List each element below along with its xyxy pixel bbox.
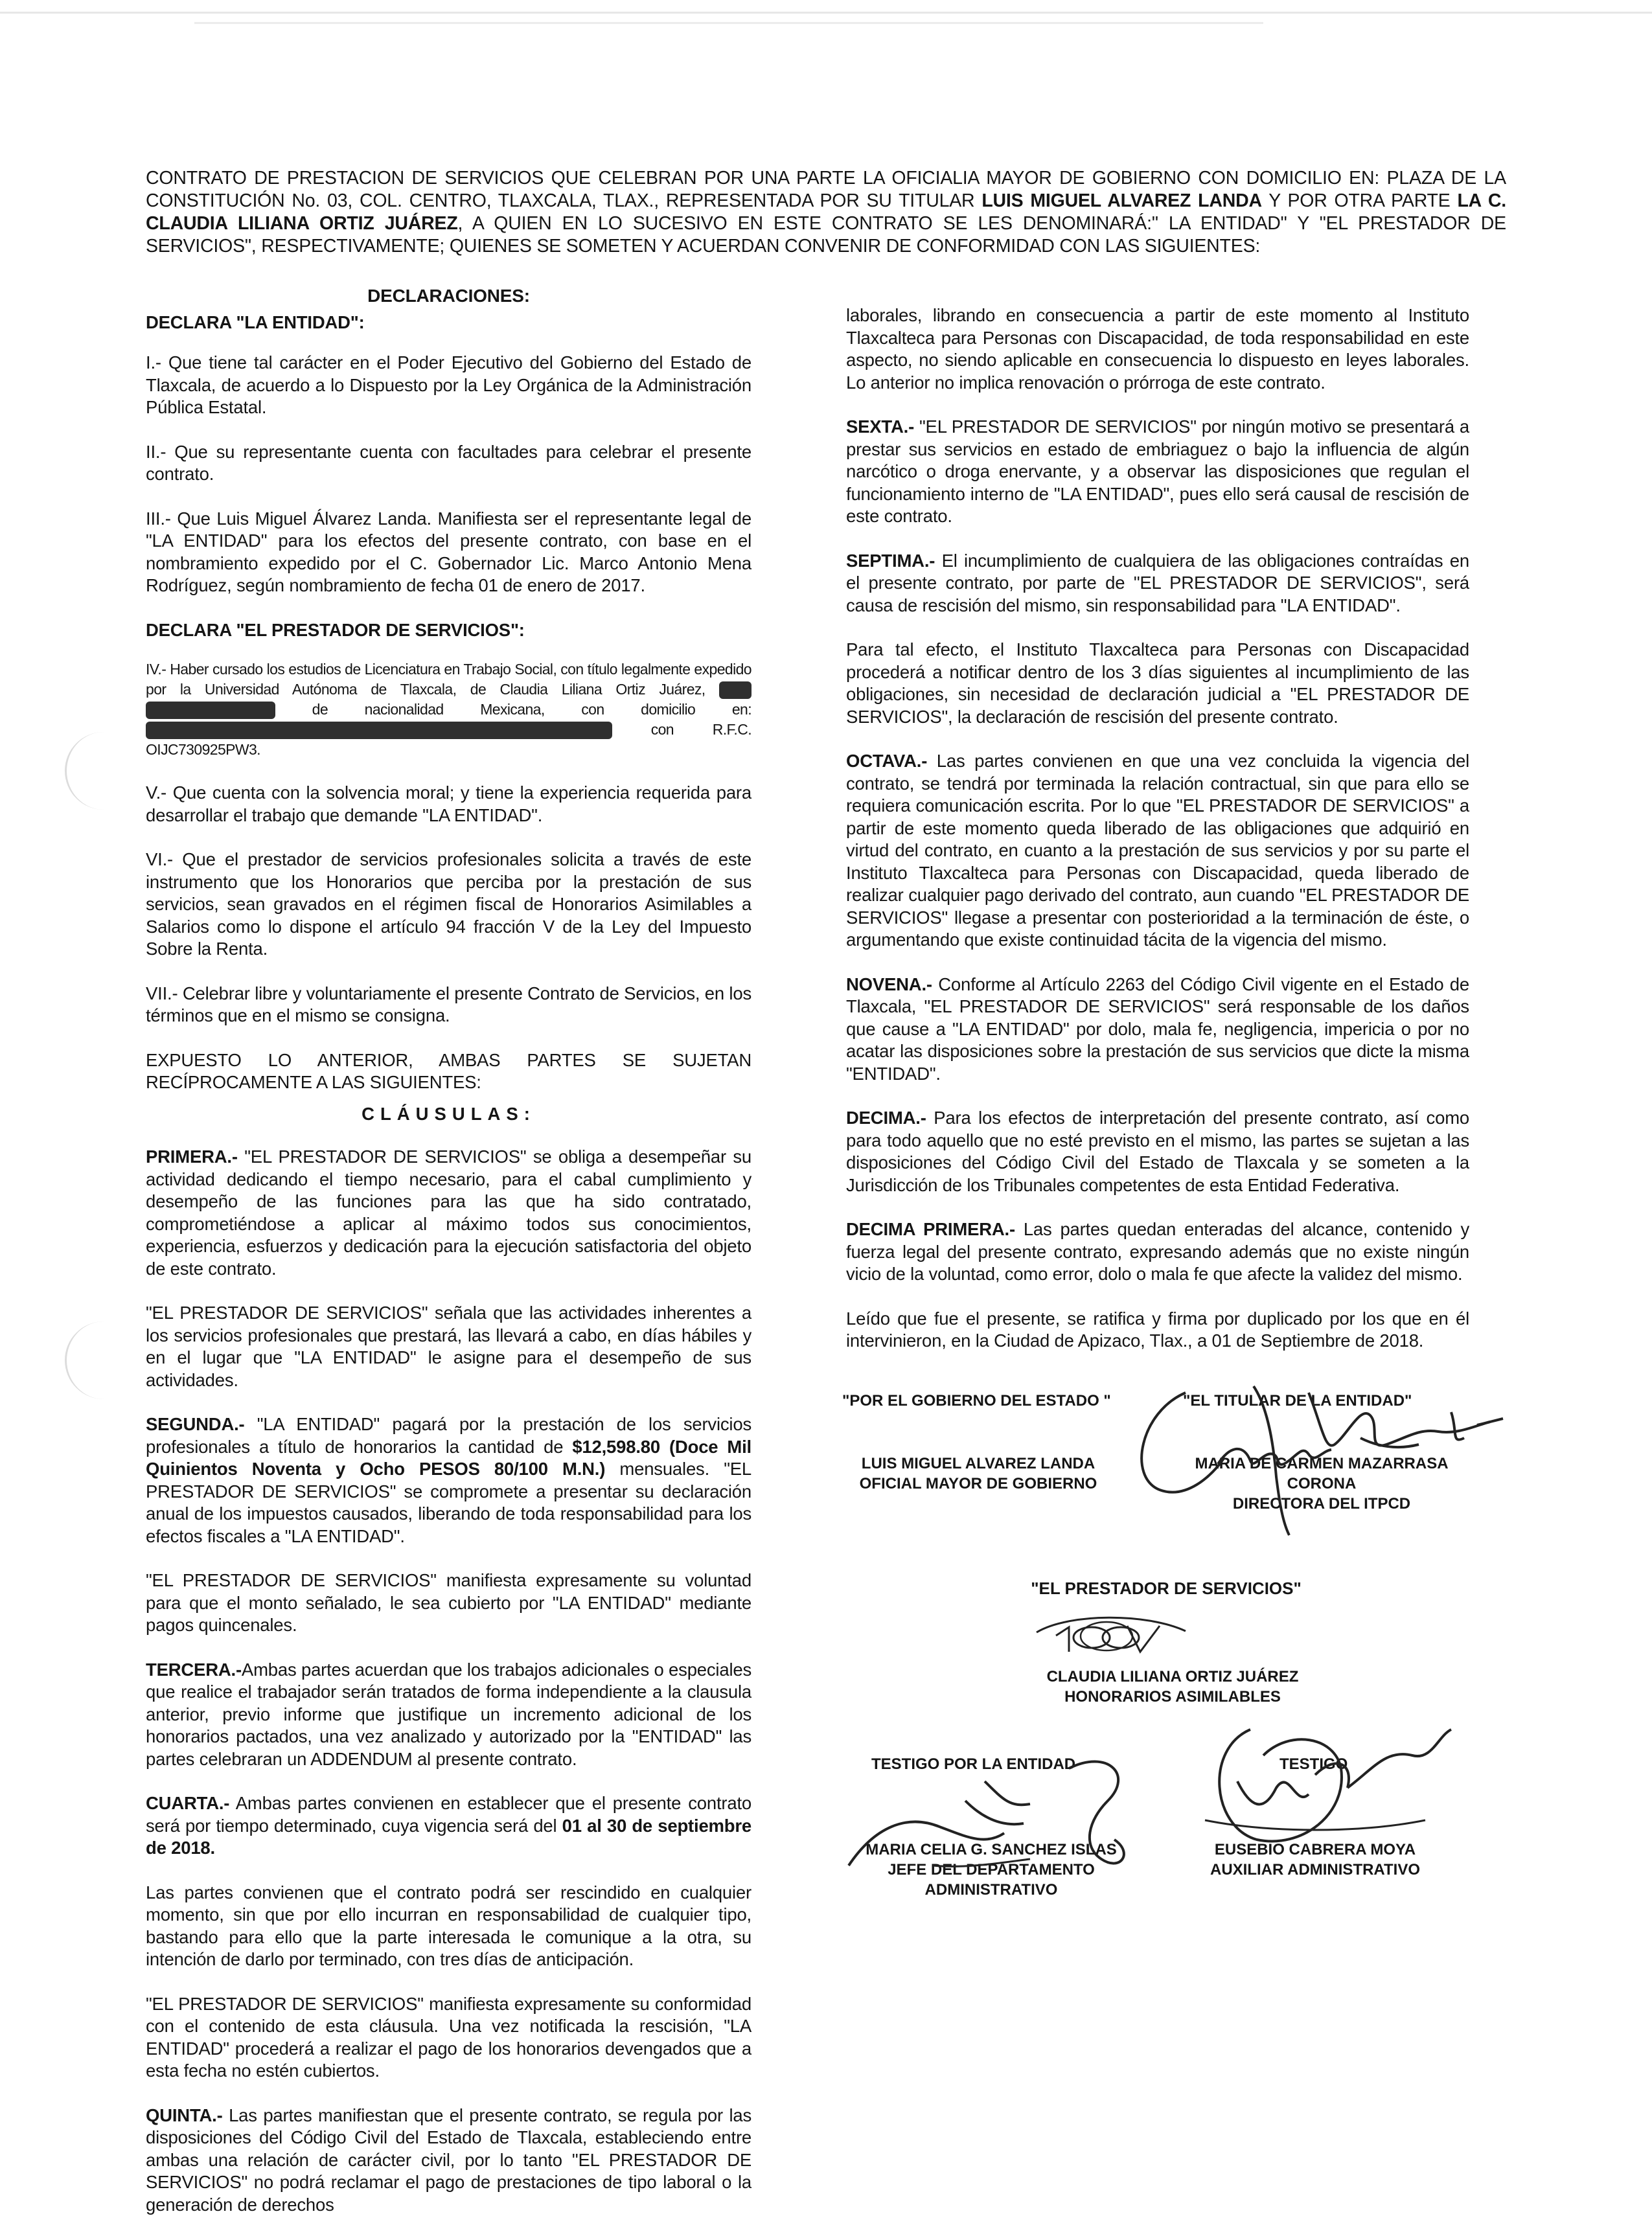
expuesto-text: EXPUESTO LO ANTERIOR, AMBAS PARTES SE SUJETAN RECÍPROCAMENTE A LAS SIGUIENTES: <box>146 1049 751 1092</box>
testigo2-handwritten-signature <box>1192 1710 1464 1859</box>
clause-text: Las partes quedan enteradas del alcance, contenido y fuerza legal del presente contrato, expresando además que no existe ningún vicio de la voluntad, como error, dolo o mala fe que afecte la validez del mismo. <box>846 1219 1470 1284</box>
redaction-bar <box>146 722 612 739</box>
clausula-octava <box>846 750 1469 952</box>
clause-text: Conforme al Artículo 2263 del Código Civil vigente en el Estado de Tlaxcala, "EL PRESTADOR DE SERVICIOS" será responsable de los daños que cause a "LA ENTIDAD" por dolo, mala fe, negligencia, impericia o por no acatar las disposiciones sobre la prestación de sus servicios que dicte la misma "ENTIDAD". <box>846 974 1469 1084</box>
prestador-name: CLAUDIA LILIANA ORTIZ JUÁREZ <box>1046 1668 1299 1685</box>
declaracion-iv-text: IV.- Haber cursado los estudios de Licenciatura en Trabajo Social, con título legalmente expedido por la Universidad Autónoma de Tlaxcala, de Claudia Liliana Ortiz Juárez, <box>146 661 751 698</box>
titular-signatory <box>1173 1454 1471 1514</box>
prestador-handwritten-signature <box>1030 1600 1199 1671</box>
redaction-bar <box>146 702 275 719</box>
clause-label: SEXTA.- <box>846 417 915 437</box>
titular-name: MARIA DE CARMEN MAZARRASA <box>1195 1455 1449 1472</box>
testigo1-title: ADMINISTRATIVO <box>924 1881 1058 1899</box>
declaracion-vii: VII.- Celebrar libre y voluntariamente el presente Contrato de Servicios, en los términos que en el mismo se consigna. <box>146 983 751 1025</box>
testigo1-title: JEFE DEL DEPARTAMENTO <box>888 1861 1095 1878</box>
testigo2-title: AUXILIAR ADMINISTRATIVO <box>1210 1861 1420 1878</box>
gobierno-label: "POR EL GOBIERNO DEL ESTADO " <box>842 1392 1111 1410</box>
testigo2-signatory <box>1202 1840 1428 1880</box>
clausula-segunda-c: "EL PRESTADOR DE SERVICIOS" manifiesta expresamente su voluntad para que el monto señalado, le sea cubierto por "LA ENTIDAD" mediante pagos quincenales. <box>146 1570 751 1635</box>
clause-text: El incumplimiento de cualquiera de las obligaciones contraídas en el presente contrato, por parte de "EL PRESTADOR DE SERVICIOS", será causa de rescisión del mismo, sin responsabilidad para "LA ENTIDAD". <box>846 550 1469 615</box>
clausula-quinta-cont: laborales, librando en consecuencia a partir de este momento al Instituto Tlaxcalteca para Personas con Discapacidad, de toda responsabilidad en este aspecto, no siendo aplicable en consecuencia lo dispuesto en leyes laborales. Lo anterior no implica renovación o prórroga de este contrato. <box>846 305 1469 393</box>
contract-period: 01 al 30 de septiembre de 2018. <box>146 1815 751 1858</box>
declaracion-iv <box>146 659 751 760</box>
clausula-primera <box>146 1146 751 1280</box>
titular-label: "EL TITULAR DE LA ENTIDAD" <box>1183 1392 1412 1410</box>
clause-label: DECIMA.- <box>846 1108 926 1128</box>
titular-title: DIRECTORA DEL ITPCD <box>1232 1495 1411 1513</box>
clause-text: "EL PRESTADOR DE SERVICIOS" se obliga a desempeñar su actividad dedicando el tiempo necesario, para el cabal cumplimiento y desempeño de las funciones para las que ha sido contratado, comprometiéndose a aplicar al máximo todos sus conocimientos, experiencia, esfuerzos y dedicación para la ejecución satisfactoria del objeto de este contrato. <box>146 1147 751 1279</box>
clause-text: Ambas partes convienen en establecer que el presente contrato será por tiempo determinado, cuya vigencia será del <box>146 1793 751 1836</box>
clause-text: Las partes manifiestan que el presente contrato, se regula por las disposiciones del Código Civil del Estado de Tlaxcala, estableciendo entre ambas una relación de carácter civil, por lo tanto "EL PRESTADOR DE SERVICIOS" no podrá reclamar el pago de prestaciones de tipo laboral o la generación de derechos <box>146 2105 751 2215</box>
clausula-quinta <box>146 2105 751 2217</box>
clausula-novena <box>846 974 1469 1086</box>
clausula-sexta <box>846 416 1469 528</box>
clause-label: NOVENA.- <box>846 974 932 994</box>
header-text: Y POR OTRA PARTE <box>1261 190 1458 211</box>
contract-header <box>146 167 1506 258</box>
payment-amount: $12,598.80 (Doce Mil Quinientos Noventa y Ocho PESOS 80/100 M.N.) <box>146 1436 751 1479</box>
gobierno-name: LUIS MIGUEL ALVAREZ LANDA <box>861 1455 1096 1472</box>
prestador-title: HONORARIOS ASIMILABLES <box>1064 1688 1281 1706</box>
clausula-segunda <box>146 1413 751 1547</box>
testigo2-label: TESTIGO <box>1279 1755 1348 1773</box>
left-column <box>146 285 751 2238</box>
declaracion-iii: III.- Que Luis Miguel Álvarez Landa. Manifiesta ser el representante legal de "LA ENTIDAD" para los efectos del presente contrato, con base en el nombramiento expedido por el C. Gobernador Lic. Marco Antonio Mena Rodríguez, según nombramiento de fecha 01 de enero de 2017. <box>146 508 751 595</box>
punch-hole-mark <box>65 1321 106 1399</box>
header-representative: LUIS MIGUEL ALVAREZ LANDA <box>981 190 1262 211</box>
header-text: , A QUIEN EN LO SUCESIVO EN ESTE CONTRATO SE LES DENOMINARÁ:" LA ENTIDAD" Y "EL PRESTADOR DE SERVICIOS", RESPECTIVAMENTE; QUIENES SE SOMETEN Y ACUERDAN CONVENIR DE CONFORMIDAD CON LAS SIGUIENTES: <box>146 213 1506 257</box>
leido-text: Leído que fue el presente, se ratifica y firma por duplicado por los que en él intervinieron, en la Ciudad de Apizaco, Tlax., a 01 de Septiembre de 2018. <box>846 1308 1469 1351</box>
testigo1-name: MARIA CELIA G. SANCHEZ ISLAS <box>866 1841 1117 1858</box>
clause-label: CUARTA.- <box>146 1793 230 1813</box>
clausula-decima <box>846 1107 1469 1196</box>
titular-name: CORONA <box>1287 1475 1357 1492</box>
rfc-value: OIJC730925PW3. <box>146 741 260 758</box>
scan-artifact <box>0 12 1652 14</box>
clausula-septima <box>846 550 1469 617</box>
prestador-label: "EL PRESTADOR DE SERVICIOS" <box>1031 1579 1302 1598</box>
header-provider: LA C. CLAUDIA LILIANA ORTIZ JUÁREZ <box>146 190 1506 234</box>
clause-label: OCTAVA.- <box>846 751 928 771</box>
prestador-signatory <box>959 1667 1386 1707</box>
clause-text: Para los efectos de interpretación del presente contrato, así como para todo aquello que no esté previsto en el mismo, las partes se sujetan a las disposiciones del Código Civil del Estado de Tlaxcala y se someten a la Jurisdicción de los Tribunales competentes de esta Entidad Federativa. <box>846 1108 1469 1195</box>
clause-label: SEPTIMA.- <box>846 550 935 571</box>
testigo1-label: TESTIGO POR LA ENTIDAD <box>871 1755 1076 1773</box>
scan-artifact <box>194 22 1263 24</box>
declaracion-ii: II.- Que su representante cuenta con facultades para celebrar el presente contrato. <box>146 441 751 484</box>
gobierno-title: OFICIAL MAYOR DE GOBIERNO <box>859 1475 1097 1492</box>
clause-text: "EL PRESTADOR DE SERVICIOS" por ningún motivo se presentará a prestar sus servicios en estado de embriaguez o bajo la influencia de algún narcótico o droga enervante, y a observar las disposiciones que regulan el funcionamiento interno de "LA ENTIDAD", pues ello será causal de rescisión de este contrato. <box>846 417 1469 526</box>
clause-label: PRIMERA.- <box>146 1147 238 1167</box>
gobierno-signatory <box>842 1454 1114 1494</box>
testigo2-name: EUSEBIO CABRERA MOYA <box>1214 1841 1416 1858</box>
declaracion-iv-text: de nacionalidad Mexicana, con domicilio en: <box>312 701 751 718</box>
header-text: CONTRATO DE PRESTACION DE SERVICIOS QUE CELEBRAN POR UNA PARTE LA OFICIALIA MAYOR DE GOBIERNO CON DOMICILIO EN: PLAZA DE LA CONSTITUCIÓN No. 03, COL. CENTRO, TLAXCALA, TLAX., REPRESENTADA POR SU TITULAR <box>146 168 1506 211</box>
declara-entidad-heading: DECLARA "LA ENTIDAD": <box>146 312 365 332</box>
declaracion-vi: VI.- Que el prestador de servicios profesionales solicita a través de este instrumento que los Honorarios que perciba por la prestación de sus servicios, sean gravados en el régimen fiscal de Honorarios Asimilables a Salarios como lo dispone el artículo 94 fracción V de la Ley del Impuesto Sobre la Renta. <box>146 849 751 959</box>
clausula-tercera <box>146 1659 751 1771</box>
clause-text: Las partes convienen en que una vez concluida la vigencia del contrato, se tendrá por terminada la relación contractual, sin que para ello se requiera comunicación escrita. Por lo que "EL PRESTADOR DE SERVICIOS" a partir de este momento queda liberado de las obligaciones que adquirió en virtud del contrato, en cuanto a la prestación de sus servicios y por su parte el Instituto Tlaxcalteca para Personas con Discapacidad, queda liberado de realizar cualquier pago derivado del contrato, aun cuando "EL PRESTADOR DE SERVICIOS" llegase a presentar con posterioridad a la terminación de éste, o argumentando que existe continuidad tácita de la vigencia del mismo. <box>846 751 1469 950</box>
clause-label: SEGUNDA.- <box>146 1414 245 1434</box>
clausula-decima-primera <box>846 1218 1469 1286</box>
clausula-septima-b: Para tal efecto, el Instituto Tlaxcalteca para Personas con Discapacidad procederá a notificar dentro de los 3 días siguientes al incumplimiento de las obligaciones, sin necesidad de declaración judicial a "EL PRESTADOR DE SERVICIOS", la declaración de rescisión del presente contrato. <box>846 639 1469 727</box>
redaction-bar <box>719 681 751 699</box>
punch-hole-mark <box>65 732 106 810</box>
declaracion-v: V.- Que cuenta con la solvencia moral; y tiene la experiencia requerida para desarrollar el trabajo que demande "LA ENTIDAD". <box>146 782 751 825</box>
testigo1-signatory <box>842 1840 1140 1900</box>
right-column <box>846 304 1469 1375</box>
declaracion-iv-text: con R.F.C. <box>650 721 751 738</box>
clause-label: QUINTA.- <box>146 2105 223 2125</box>
clausula-cuarta-b: Las partes convienen que el contrato podrá ser rescindido en cualquier momento, sin que por ello incurran en responsabilidad de cualquier tipo, bastando para ello que la parte interesada le comunique a la otra, su intención de darlo por terminado, con tres días de anticipación. <box>146 1882 751 1969</box>
clause-text: "LA ENTIDAD" pagará por la prestación de los servicios profesionales a título de honorarios la cantidad de <box>146 1414 751 1457</box>
declaraciones-title: DECLARACIONES: <box>367 286 530 306</box>
clausulas-title: CLÁUSULAS: <box>361 1103 536 1124</box>
clausula-cuarta-c: "EL PRESTADOR DE SERVICIOS" manifiesta expresamente su conformidad con el contenido de esta cláusula. Una vez notificada la rescisión, "LA ENTIDAD" procederá a realizar el pago de los honorarios devengados que a esta fecha no estén cubiertos. <box>146 1993 751 2081</box>
clause-label: TERCERA.- <box>146 1659 242 1680</box>
clause-label: DECIMA PRIMERA.- <box>846 1219 1015 1239</box>
declara-prestador-heading: DECLARA "EL PRESTADOR DE SERVICIOS": <box>146 619 525 640</box>
clause-text: mensuales. "EL PRESTADOR DE SERVICIOS" se compromete a presentar su declaración anual de los impuestos causados, liberando de toda responsabilidad para los efectos fiscales a "LA ENTIDAD". <box>146 1459 751 1546</box>
declaracion-i: I.- Que tiene tal carácter en el Poder Ejecutivo del Gobierno del Estado de Tlaxcala, de acuerdo a lo Dispuesto por la Ley Orgánica de la Administración Pública Estatal. <box>146 352 751 417</box>
clausula-primera-b: "EL PRESTADOR DE SERVICIOS" señala que las actividades inherentes a los servicios profesionales que prestará, las llevará a cabo, en días hábiles y en el lugar que "LA ENTIDAD" le asigne para el desempeño de sus actividades. <box>146 1303 751 1390</box>
clausula-cuarta <box>146 1792 751 1860</box>
clause-text: Ambas partes acuerdan que los trabajos adicionales o especiales que realice el trabajador serán tratados de forma independiente a la clausula anterior, previo informe que justifique un incremento adicional de los honorarios pactados, una vez analizado y autorizado por la "ENTIDAD" las partes celebraran un ADDENDUM al presente contrato. <box>146 1659 751 1769</box>
